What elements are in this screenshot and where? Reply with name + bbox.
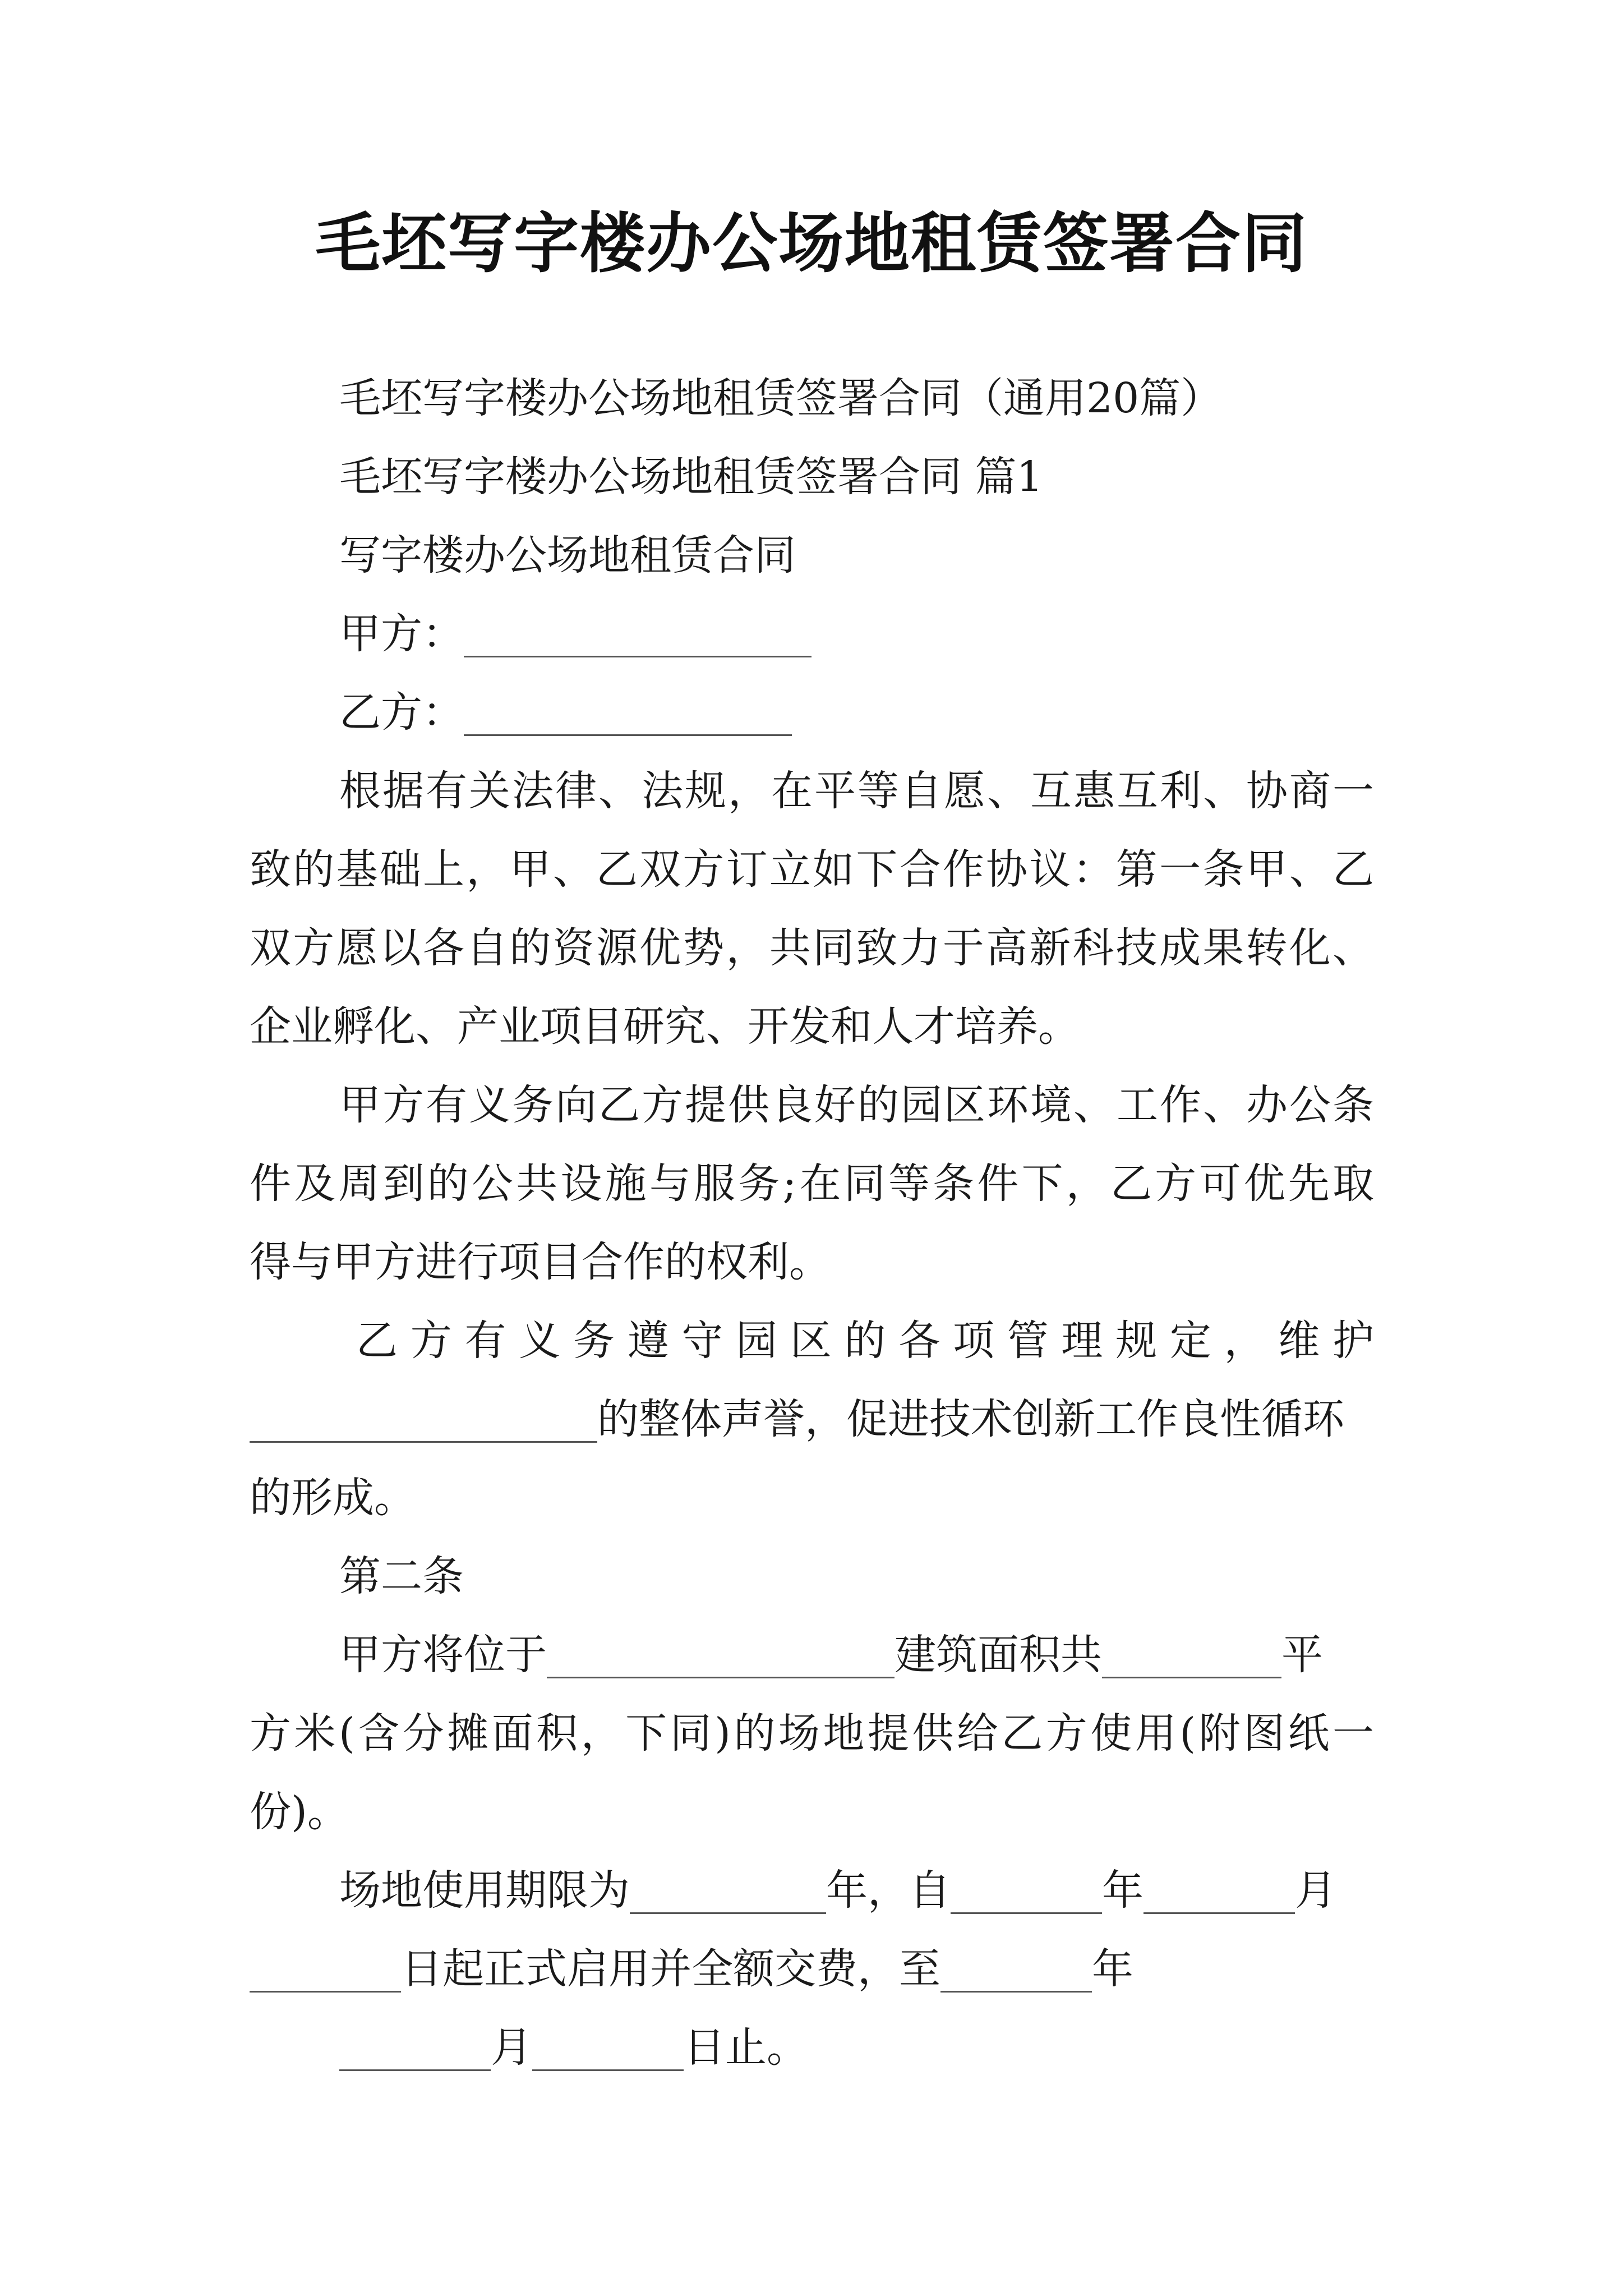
end-month-blank [339, 2026, 491, 2071]
start-day-blank [250, 1947, 401, 1993]
start-month-blank [1144, 1869, 1295, 1914]
party-a-line [250, 595, 1374, 673]
paragraph-line: 企业孵化、产业项目研究、开发和人才培养。 [250, 1002, 1080, 1051]
org-name-blank [250, 1397, 597, 1443]
paragraph-line: 件及周到的公共设施与服务;在同等条件下，乙方可优先取 [250, 1159, 1374, 1208]
location-blank [547, 1633, 895, 1678]
paragraph-line: 的形成。 [250, 1474, 416, 1522]
paragraph-line: 致的基础上，甲、乙双方订立如下合作协议：第一条甲、乙 [250, 845, 1374, 894]
paragraph-line-with-blanks: 甲方将位于 建筑面积共 平 [339, 1631, 1323, 1679]
end-year-blank [940, 1947, 1092, 1993]
document-subtitle: 毛坯写字楼办公场地租赁签署合同（通用20篇） [339, 374, 1223, 422]
end-day-blank [532, 2026, 684, 2071]
section-heading: 毛坯写字楼办公场地租赁签署合同 篇1 [339, 453, 1043, 501]
paragraph-line: 双方愿以各自的资源优势，共同致力于高新科技成果转化、 [250, 924, 1374, 972]
start-year-blank [951, 1869, 1102, 1914]
paragraph-line: 方米(含分摊面积，下同)的场地提供给乙方使用(附图纸一 [250, 1709, 1374, 1757]
party-b-line [250, 673, 1374, 752]
party-b-blank [464, 691, 792, 736]
term-years-blank [630, 1869, 826, 1914]
party-a-label: 甲方： [339, 610, 464, 658]
paragraph-line: 得与甲方进行项目合作的权利。 [250, 1238, 831, 1286]
document-body [250, 359, 1374, 2087]
paragraph-line-with-blanks: 场地使用期限为 年，自 年 月 [339, 1866, 1336, 1915]
paragraph-line-with-blanks: 日起正式启用并全额交费，至 年 [250, 1930, 1374, 2008]
area-blank [1102, 1633, 1281, 1678]
paragraph-line: 乙方有义务遵守园区的各项管理规定，维护 [356, 1317, 1374, 1365]
paragraph-line: 份)。 [250, 1788, 349, 1836]
party-a-blank [464, 612, 811, 657]
contract-name: 写字楼办公场地租赁合同 [339, 531, 796, 579]
article-heading: 第二条 [339, 1552, 464, 1600]
party-b-label: 乙方： [339, 688, 464, 737]
paragraph-line-with-blanks: 月 日止。 [250, 2008, 1374, 2087]
paragraph-line: 根据有关法律、法规，在平等自愿、互惠互利、协商一 [339, 767, 1374, 815]
paragraph-line-with-blank: 的整体声誉，促进技术创新工作良性循环 [250, 1380, 1374, 1458]
document-title: 毛坯写字楼办公场地租赁签署合同 [315, 206, 1308, 282]
paragraph-line: 甲方有义务向乙方提供良好的园区环境、工作、办公条 [339, 1081, 1374, 1129]
